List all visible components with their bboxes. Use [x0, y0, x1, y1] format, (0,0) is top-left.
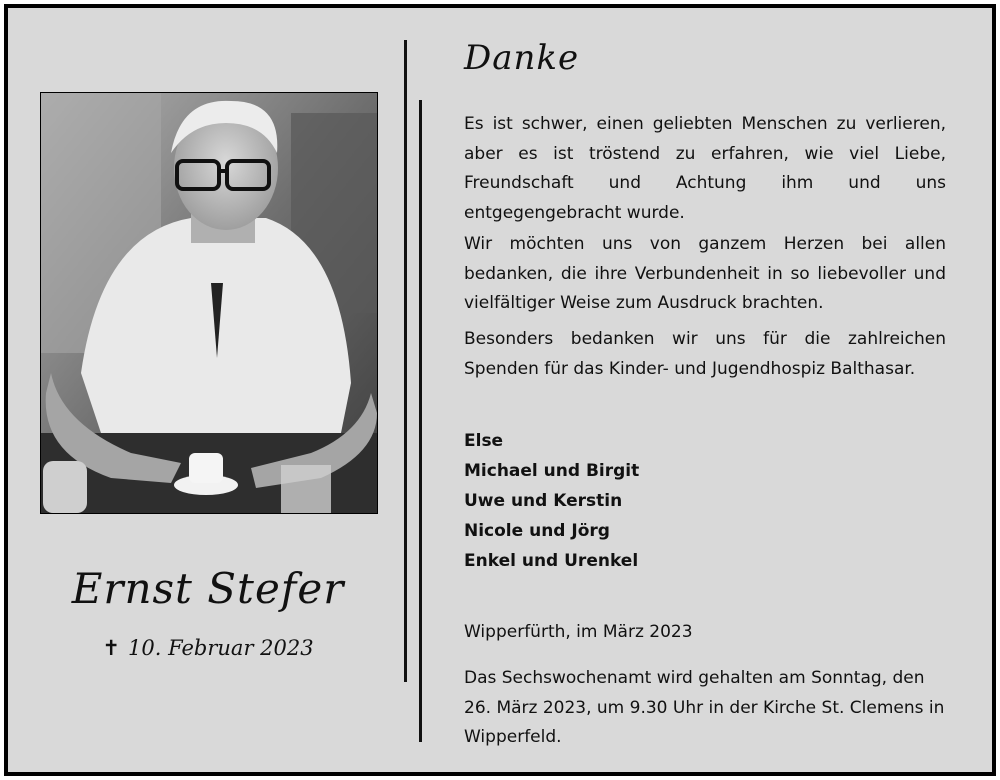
death-date: 10. Februar 2023	[128, 636, 314, 660]
place-date: Wipperfürth, im März 2023	[464, 622, 693, 642]
signer: Uwe und Kerstin	[464, 491, 623, 511]
obituary-card	[4, 4, 996, 776]
deceased-name: Ernst Stefer	[71, 564, 345, 613]
signer: Enkel und Urenkel	[464, 551, 639, 571]
divider-right	[419, 100, 422, 742]
signer: Nicole und Jörg	[464, 521, 610, 541]
paragraph-2: Wir möchten uns von ganzem Herzen bei allen bedanken, die ihre Verbundenheit in so liebevoller und vielfältiger Weise zum Ausdruck brachten.	[464, 234, 946, 313]
signer: Michael und Birgit	[464, 461, 640, 481]
service-note: Das Sechswochenamt wird gehalten am Sonntag, den 26. März 2023, um 9.30 Uhr in der Kirche St. Clemens in Wipperfeld.	[464, 668, 945, 747]
portrait-photo	[40, 92, 378, 514]
signers-list	[464, 426, 639, 576]
divider-left	[404, 40, 407, 682]
paragraph-3: Besonders bedanken wir uns für die zahlreichen Spenden für das Kinder- und Jugendhospiz Balthasar.	[464, 329, 946, 379]
death-date-line	[8, 636, 408, 660]
paragraph-1: Es ist schwer, einen geliebten Menschen zu verlieren, aber es ist tröstend zu erfahren, wie viel Liebe, Freundschaft und Achtung ihm und uns entgegengebracht wurde.	[464, 114, 946, 223]
cross-icon: ✝	[102, 636, 120, 660]
signer: Else	[464, 431, 504, 451]
heading: Danke	[464, 38, 580, 78]
